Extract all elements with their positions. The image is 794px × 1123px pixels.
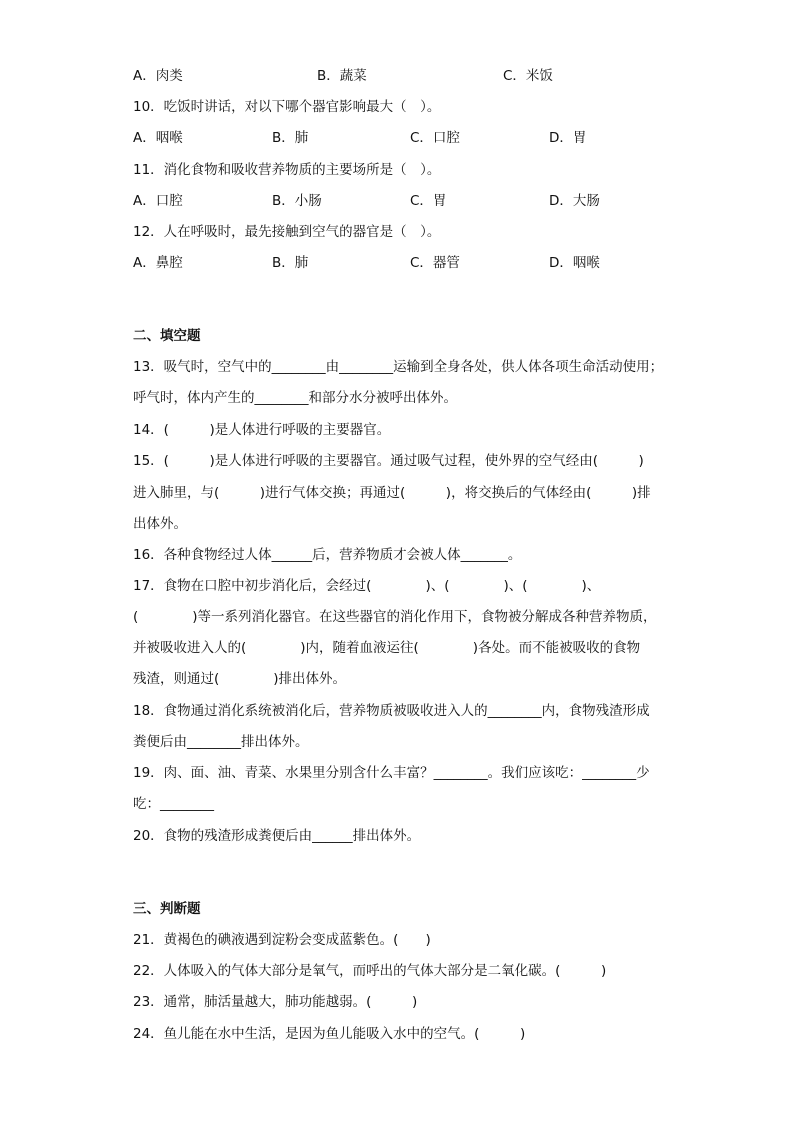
fill-line: 吃：________ (133, 796, 214, 812)
q10-option-a: A．咽喉 (133, 130, 183, 146)
q10-option-b: B．肺 (272, 130, 309, 146)
q11-option-b: B．小肠 (272, 193, 322, 209)
q9-option-b: B．蔬菜 (317, 68, 367, 84)
q11-stem: 11．消化食物和吸收营养物质的主要场所是（ ）。 (133, 162, 441, 178)
q10-stem: 10．吃饭时讲话，对以下哪个器官影响最大（ ）。 (133, 99, 441, 115)
fill-line: 残渣，则通过( )排出体外。 (133, 671, 347, 687)
q9-option-c: C．米饭 (503, 68, 553, 84)
fill-line: 13．吸气时，空气中的________由________运输到全身各处，供人体各项生命活动使用； (133, 359, 664, 375)
fill-line: 18．食物通过消化系统被消化后，营养物质被吸收进入人的________内，食物残渣形成 (133, 703, 650, 719)
fill-line: 呼气时，体内产生的________和部分水分被呼出体外。 (133, 390, 457, 406)
judge-line: 21．黄褐色的碘液遇到淀粉会变成蓝紫色。( ) (133, 932, 431, 948)
q11-option-d: D．大肠 (549, 193, 600, 209)
judge-line: 23．通常，肺活量越大，肺功能越弱。( ) (133, 994, 418, 1010)
fill-line: ( )等一系列消化器官。在这些器官的消化作用下，食物被分解成各种营养物质， (133, 609, 657, 625)
q12-option-a: A．鼻腔 (133, 255, 183, 271)
fill-line: 19．肉、面、油、青菜、水果里分别含什么丰富？________。我们应该吃：________少 (133, 765, 650, 781)
section-judge-title: 三、判断题 (133, 901, 201, 917)
q11-option-a: A．口腔 (133, 193, 183, 209)
q11-option-c: C．胃 (410, 193, 447, 209)
fill-line: 17．食物在口腔中初步消化后，会经过( )、( )、( )、 (133, 578, 601, 594)
fill-line: 出体外。 (133, 516, 187, 532)
fill-line: 20．食物的残渣形成粪便后由______排出体外。 (133, 828, 421, 844)
q12-option-d: D．咽喉 (549, 255, 600, 271)
fill-line: 15．( )是人体进行呼吸的主要器官。通过吸气过程，使外界的空气经由( ) (133, 453, 644, 469)
q10-option-d: D．胃 (549, 130, 587, 146)
q10-option-c: C．口腔 (410, 130, 460, 146)
fill-line: 并被吸收进入人的( )内，随着血液运往( )各处。而不能被吸收的食物 (133, 640, 641, 656)
fill-line: 16．各种食物经过人体______后，营养物质才会被人体_______。 (133, 547, 522, 563)
judge-line: 22．人体吸入的气体大部分是氧气，而呼出的气体大部分是二氧化碳。( ) (133, 963, 607, 979)
q12-option-b: B．肺 (272, 255, 309, 271)
q12-option-c: C．器管 (410, 255, 460, 271)
q9-option-a: A．肉类 (133, 68, 183, 84)
q12-stem: 12．人在呼吸时，最先接触到空气的器官是（ ）。 (133, 224, 441, 240)
fill-line: 14．( )是人体进行呼吸的主要器官。 (133, 422, 391, 438)
fill-line: 粪便后由________排出体外。 (133, 734, 309, 750)
section-fill-blank-title: 二、填空题 (133, 328, 201, 344)
judge-line: 24．鱼儿能在水中生活，是因为鱼儿能吸入水中的空气。( ) (133, 1026, 526, 1042)
fill-line: 进入肺里，与( )进行气体交换；再通过( )，将交换后的气体经由( )排 (133, 485, 651, 501)
